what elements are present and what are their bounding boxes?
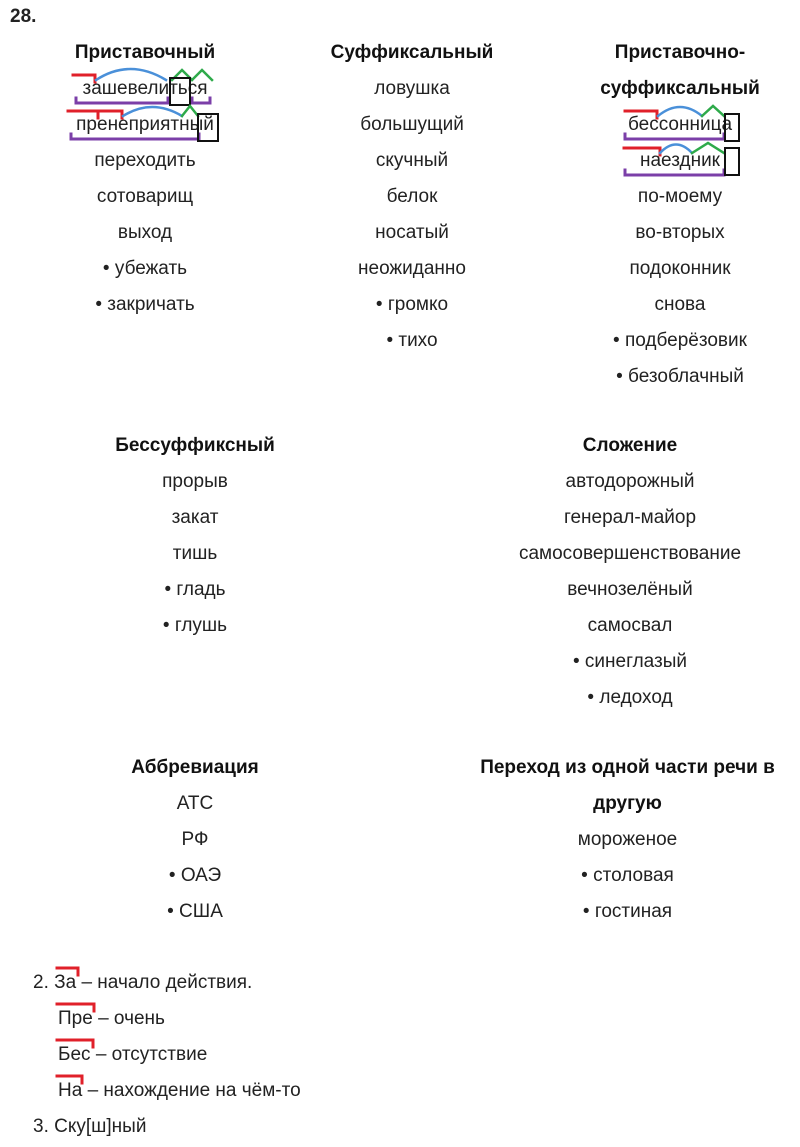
word: РФ bbox=[181, 829, 209, 850]
column-header: Приставочный bbox=[74, 42, 216, 63]
column-prefixal bbox=[30, 35, 260, 323]
prefix: Пре bbox=[58, 1008, 93, 1029]
column-header-line2: другую bbox=[593, 793, 662, 814]
note-prefix-line bbox=[33, 965, 301, 1001]
column-suffixal bbox=[297, 35, 527, 359]
word: белок bbox=[386, 186, 438, 207]
prefix-meaning: – нахождение на чём-то bbox=[82, 1080, 301, 1101]
word: во-вторых bbox=[635, 222, 725, 243]
prefix-meaning: – очень bbox=[92, 1008, 165, 1029]
word: • гладь bbox=[164, 579, 226, 600]
word: снова bbox=[654, 294, 706, 315]
word: переходить bbox=[94, 150, 196, 171]
task-number: 28. bbox=[10, 6, 37, 27]
word: • тихо bbox=[386, 330, 438, 351]
word: выход bbox=[117, 222, 173, 243]
word: носатый bbox=[375, 222, 449, 243]
word: мороженое bbox=[577, 829, 678, 850]
column-non-suffixal bbox=[80, 428, 310, 644]
word: • ледоход bbox=[587, 687, 673, 708]
prefix-meaning: – начало действия. bbox=[76, 972, 253, 993]
word: • ОАЭ bbox=[168, 865, 222, 886]
word: закат bbox=[171, 507, 219, 528]
note-prefix-line bbox=[33, 1001, 301, 1037]
word: АТС bbox=[176, 793, 214, 814]
word: неожиданно bbox=[358, 258, 466, 279]
note-prefix-line bbox=[33, 1037, 301, 1073]
word: автодорожный bbox=[565, 471, 695, 492]
column-compounding bbox=[490, 428, 770, 716]
word: пренеприятный bbox=[76, 114, 214, 135]
word: скучный bbox=[375, 150, 449, 171]
notes-section bbox=[33, 965, 301, 1145]
word: большущий bbox=[360, 114, 464, 135]
word: • убежать bbox=[102, 258, 188, 279]
column-header: Сложение bbox=[582, 435, 678, 456]
word: самосовершенствование bbox=[518, 543, 742, 564]
note-number: 2. bbox=[33, 972, 49, 993]
word: • закричать bbox=[95, 294, 195, 315]
word: • синеглазый bbox=[572, 651, 688, 672]
word: по-моему bbox=[637, 186, 723, 207]
word: • глушь bbox=[162, 615, 228, 636]
note-item3: 3. Ску[ш]ный bbox=[33, 1116, 147, 1137]
word: вечнозелёный bbox=[567, 579, 693, 600]
word: прорыв bbox=[162, 471, 228, 492]
note-prefix-line bbox=[33, 1073, 301, 1109]
column-header: Бессуффиксный bbox=[115, 435, 275, 456]
prefix-meaning: – отсутствие bbox=[90, 1044, 208, 1065]
word: • столовая bbox=[581, 865, 674, 886]
column-header-line1: Переход из одной части речи в bbox=[480, 757, 775, 778]
prefix: За bbox=[54, 972, 77, 993]
word: сотоварищ bbox=[96, 186, 194, 207]
column-header-line2: суффиксальный bbox=[600, 78, 760, 99]
word: • подберёзовик bbox=[613, 330, 747, 351]
word: генерал-майор bbox=[563, 507, 697, 528]
column-header: Аббревиация bbox=[131, 757, 259, 778]
prefix: Бес bbox=[58, 1044, 91, 1065]
word: • безоблачный bbox=[616, 366, 744, 387]
prefix: На bbox=[58, 1080, 83, 1101]
column-conversion bbox=[455, 750, 800, 930]
word: • США bbox=[167, 901, 223, 922]
word: тишь bbox=[172, 543, 218, 564]
column-prefixal-suffixal bbox=[565, 35, 795, 395]
word: ловушка bbox=[374, 78, 450, 99]
word: подоконник bbox=[629, 258, 731, 279]
column-abbreviation bbox=[80, 750, 310, 930]
word: зашевелиться bbox=[82, 78, 208, 99]
word: наездник bbox=[639, 150, 720, 171]
word: самосвал bbox=[587, 615, 673, 636]
column-header-line1: Приставочно- bbox=[614, 42, 746, 63]
column-header: Суффиксальный bbox=[330, 42, 494, 63]
word: • громко bbox=[375, 294, 449, 315]
word: бессонница bbox=[627, 114, 733, 135]
word: • гостиная bbox=[582, 901, 673, 922]
